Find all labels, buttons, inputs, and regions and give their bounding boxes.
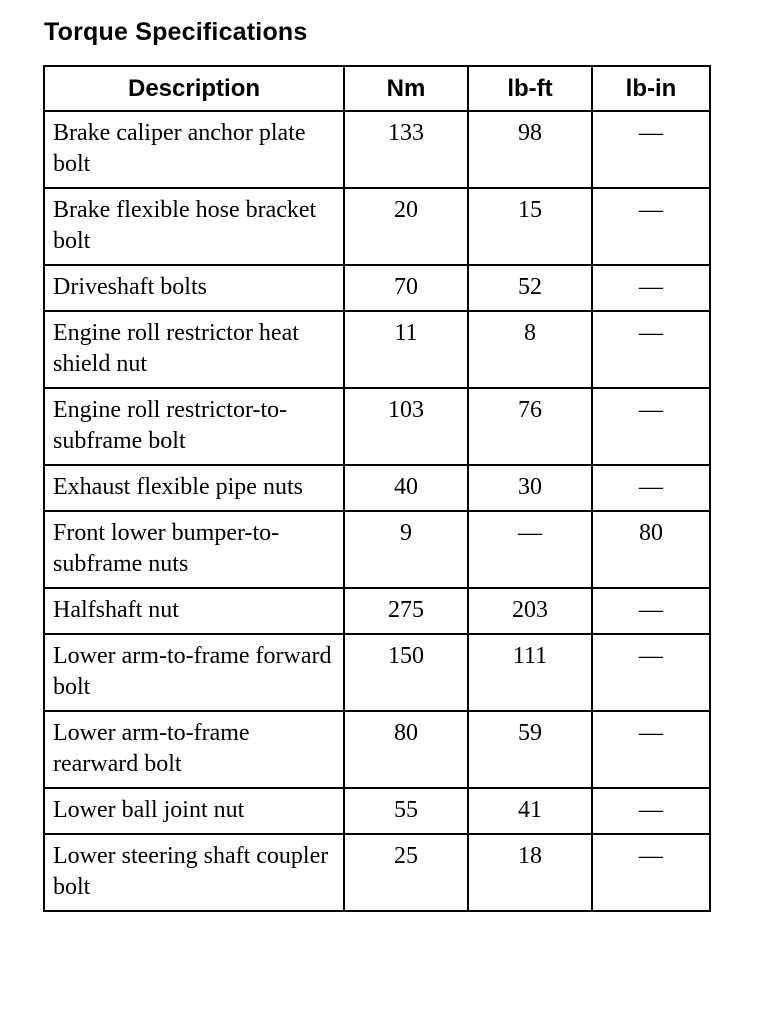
row-lbft: 15	[468, 188, 592, 265]
row-nm: 11	[344, 311, 468, 388]
table-row	[44, 465, 710, 511]
header-lbft: lb-ft	[468, 66, 592, 111]
row-description: Engine roll restrictor-to-subframe bolt	[44, 388, 344, 465]
row-nm: 103	[344, 388, 468, 465]
table-row	[44, 265, 710, 311]
row-lbin: —	[592, 834, 710, 911]
row-lbin: —	[592, 711, 710, 788]
row-nm: 70	[344, 265, 468, 311]
row-lbin: 80	[592, 511, 710, 588]
row-description: Lower steering shaft coupler bolt	[44, 834, 344, 911]
row-lbin: —	[592, 188, 710, 265]
torque-spec-table	[43, 65, 711, 912]
row-description: Driveshaft bolts	[44, 265, 344, 311]
row-nm: 55	[344, 788, 468, 834]
row-nm: 40	[344, 465, 468, 511]
header-nm: Nm	[344, 66, 468, 111]
row-description: Lower ball joint nut	[44, 788, 344, 834]
table-row	[44, 511, 710, 588]
row-lbft: 98	[468, 111, 592, 188]
row-lbft: 76	[468, 388, 592, 465]
row-lbin: —	[592, 465, 710, 511]
row-lbft: —	[468, 511, 592, 588]
table-row	[44, 111, 710, 188]
row-lbft: 30	[468, 465, 592, 511]
row-nm: 20	[344, 188, 468, 265]
table-row	[44, 388, 710, 465]
row-description: Brake flexible hose bracket bolt	[44, 188, 344, 265]
row-description: Engine roll restrictor heat shield nut	[44, 311, 344, 388]
row-description: Halfshaft nut	[44, 588, 344, 634]
row-nm: 275	[344, 588, 468, 634]
table-row	[44, 788, 710, 834]
row-lbin: —	[592, 634, 710, 711]
row-nm: 25	[344, 834, 468, 911]
row-lbin: —	[592, 265, 710, 311]
row-nm: 133	[344, 111, 468, 188]
row-lbft: 52	[468, 265, 592, 311]
row-lbft: 59	[468, 711, 592, 788]
row-lbft: 18	[468, 834, 592, 911]
table-header-row	[44, 66, 710, 111]
page-title: Torque Specifications	[44, 18, 308, 46]
table-row	[44, 588, 710, 634]
row-lbin: —	[592, 588, 710, 634]
row-nm: 80	[344, 711, 468, 788]
table-row	[44, 311, 710, 388]
row-nm: 150	[344, 634, 468, 711]
row-description: Exhaust flexible pipe nuts	[44, 465, 344, 511]
header-description: Description	[44, 66, 344, 111]
row-lbin: —	[592, 311, 710, 388]
row-description: Lower arm-to-frame forward bolt	[44, 634, 344, 711]
header-lbin: lb-in	[592, 66, 710, 111]
row-description: Front lower bumper-to-subframe nuts	[44, 511, 344, 588]
row-description: Brake caliper anchor plate bolt	[44, 111, 344, 188]
row-lbft: 8	[468, 311, 592, 388]
table-row	[44, 711, 710, 788]
row-lbft: 111	[468, 634, 592, 711]
row-lbin: —	[592, 111, 710, 188]
table-row	[44, 634, 710, 711]
row-lbft: 41	[468, 788, 592, 834]
row-lbin: —	[592, 388, 710, 465]
table-row	[44, 188, 710, 265]
row-description: Lower arm-to-frame rearward bolt	[44, 711, 344, 788]
row-nm: 9	[344, 511, 468, 588]
row-lbin: —	[592, 788, 710, 834]
table-row	[44, 834, 710, 911]
row-lbft: 203	[468, 588, 592, 634]
